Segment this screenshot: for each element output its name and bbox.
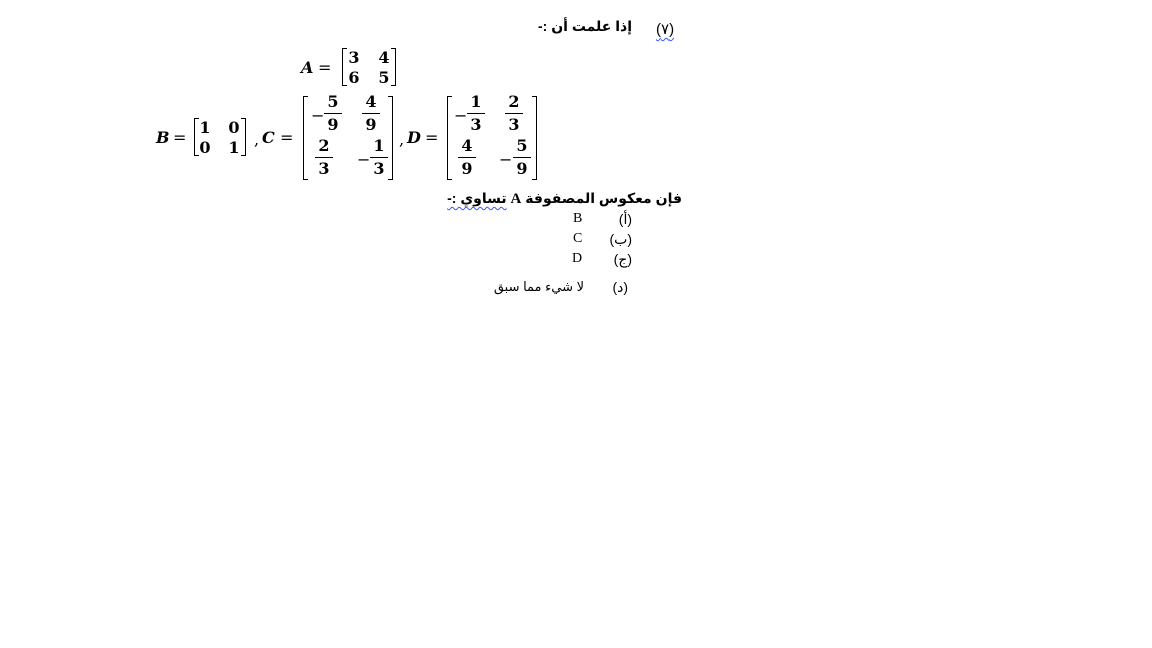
bracket-left [342, 48, 347, 86]
fraction [315, 136, 333, 179]
matrix-b-name: B [156, 128, 170, 147]
matrix-a-cell: 3 [348, 48, 360, 67]
fraction-bar [370, 157, 388, 158]
fraction-bar [324, 113, 342, 114]
bracket-right [391, 48, 396, 86]
minus-sign: − [357, 150, 371, 169]
denominator: 9 [516, 159, 528, 178]
bracket-right [532, 96, 537, 180]
matrix-a-equals: = [318, 58, 332, 77]
fraction-bar [467, 113, 485, 114]
matrix-b-cell: 0 [228, 118, 240, 137]
option-label: (ب) [609, 231, 632, 247]
matrix-b-cell: 0 [199, 138, 211, 157]
prompt-variable: A [510, 191, 522, 207]
denominator: 9 [327, 115, 339, 134]
minus-sign: − [499, 150, 513, 169]
fraction [467, 92, 485, 135]
fraction [362, 92, 380, 135]
prompt-prefix: فإن معكوس المصفوفة [525, 190, 682, 206]
denominator: 9 [461, 159, 473, 178]
numerator: 4 [461, 136, 473, 155]
matrix-c-name: C [262, 128, 275, 147]
fraction-bar [362, 113, 380, 114]
numerator: 2 [508, 92, 520, 111]
numerator: 1 [373, 136, 385, 155]
option-label: (أ) [618, 211, 632, 227]
fraction-bar [315, 157, 333, 158]
matrix-d-comma: , [399, 130, 405, 149]
question-number: (٧) [656, 21, 675, 38]
fraction-bar [505, 113, 523, 114]
bracket-right [388, 96, 393, 180]
matrix-a-cell: 6 [348, 68, 360, 87]
option-label: (ج) [613, 251, 632, 267]
matrix-d [447, 92, 537, 180]
option-label: (د) [612, 279, 628, 295]
fraction [458, 136, 476, 179]
denominator: 3 [508, 115, 520, 134]
matrix-b-equals: = [173, 128, 187, 147]
question-prompt [447, 190, 682, 208]
fraction [324, 92, 342, 135]
numerator: 2 [318, 136, 330, 155]
matrix-c [303, 92, 393, 180]
numerator: 1 [470, 92, 482, 111]
matrix-c-comma: , [254, 130, 260, 149]
denominator: 3 [470, 115, 482, 134]
minus-sign: − [454, 106, 468, 125]
numerator: 5 [516, 136, 528, 155]
fraction-bar [513, 157, 531, 158]
option-text: لا شيء مما سبق [493, 279, 584, 294]
denominator: 9 [365, 115, 377, 134]
numerator: 4 [365, 92, 377, 111]
matrix-a-name: A [301, 58, 314, 77]
minus-sign: − [311, 106, 325, 125]
option-text: B [573, 211, 583, 226]
denominator: 3 [373, 159, 385, 178]
fraction [513, 136, 531, 179]
matrix-a-cell: 5 [378, 68, 390, 87]
matrix-b-cell: 1 [228, 138, 240, 157]
matrix-b [194, 118, 246, 156]
matrix-d-equals: = [425, 128, 439, 147]
bracket-left [447, 96, 452, 180]
prompt-suffix: تساوي :- [447, 190, 507, 206]
matrix-a-cell: 4 [378, 48, 390, 67]
bracket-left [303, 96, 308, 180]
fraction [370, 136, 388, 179]
numerator: 5 [327, 92, 339, 111]
matrix-b-cell: 1 [199, 118, 211, 137]
matrix-a [342, 48, 396, 86]
matrix-c-equals: = [280, 128, 294, 147]
fraction [505, 92, 523, 135]
denominator: 3 [318, 159, 330, 178]
bracket-right [241, 118, 246, 156]
option-text: C [573, 231, 583, 246]
fraction-bar [458, 157, 476, 158]
option-text: D [572, 251, 583, 266]
matrix-d-name: D [407, 128, 421, 147]
question-intro: إذا علمت أن :- [537, 18, 632, 34]
